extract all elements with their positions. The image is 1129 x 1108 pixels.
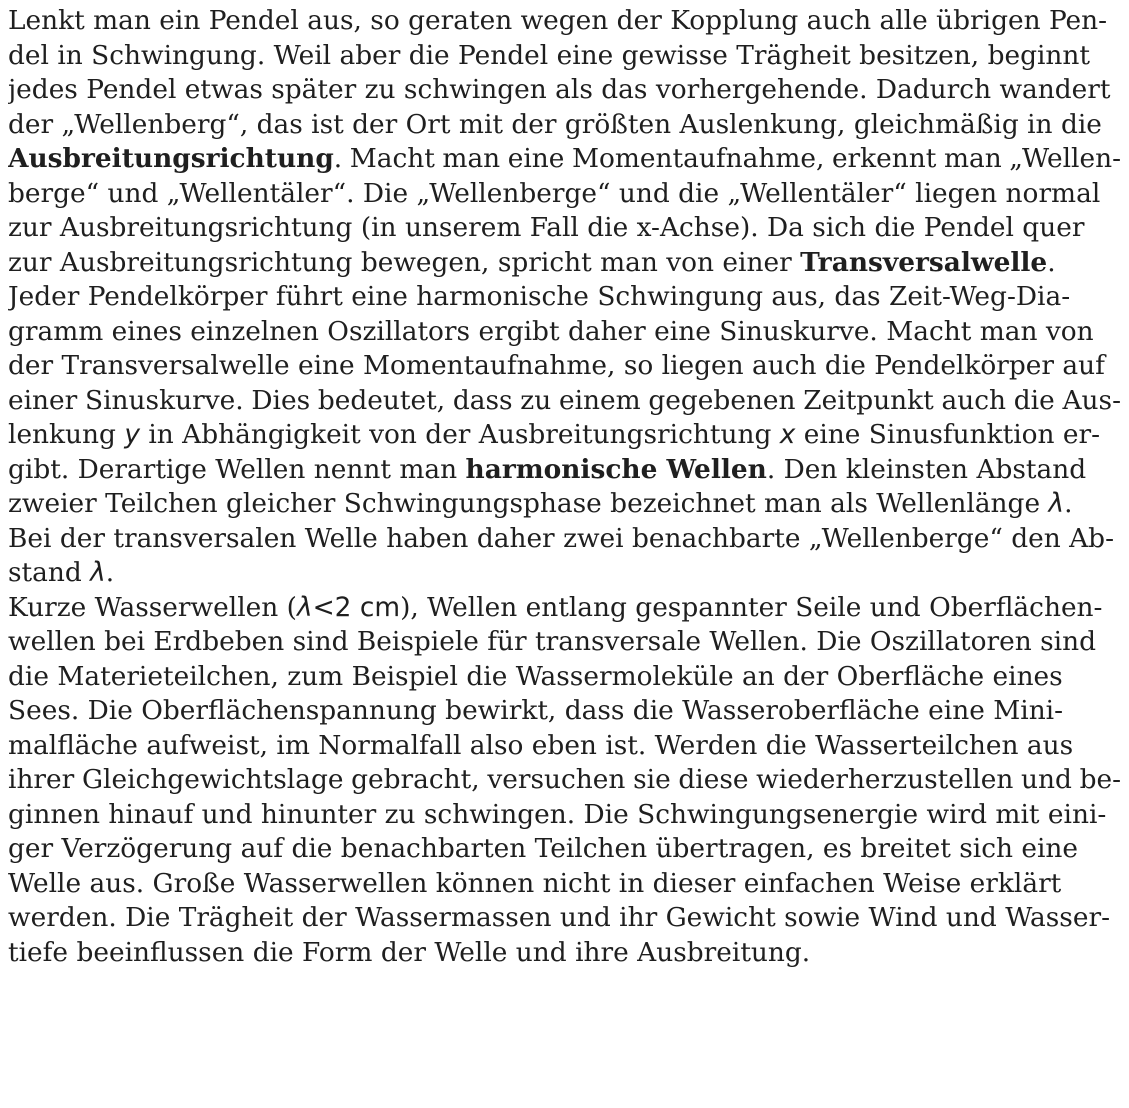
text-segment: zur Ausbreitungsrichtung bewegen, spricht man von einer [8, 246, 801, 278]
text-segment: werden. Die Trägheit der Wassermassen und ihr Gewicht sowie Wind und Wasser- [8, 902, 1111, 933]
text-segment: in Abhängigkeit von der Ausbreitungsrichtung [139, 419, 780, 450]
text-line [8, 867, 1121, 902]
text-segment: lenkung [8, 419, 125, 450]
text-segment: Kurze Wasserwellen ( [8, 591, 297, 623]
text-line [8, 211, 1121, 246]
text-segment: wellen bei Erdbeben sind Beispiele für transversale Wellen. Die Oszillatoren sind [8, 626, 1096, 657]
text-line [8, 39, 1121, 74]
text-segment: <2 cm [312, 591, 401, 623]
text-line [8, 246, 1121, 281]
text-line [8, 832, 1121, 867]
text-segment: Lenkt man ein Pendel aus, so geraten wegen der Kopplung auch alle übrigen Pen- [8, 5, 1108, 36]
text-segment: der Transversalwelle eine Momentaufnahme, so liegen auch die Pendelkörper auf [8, 350, 1105, 381]
text-line [8, 280, 1121, 315]
text-line [8, 108, 1121, 143]
text-segment: einer Sinuskurve. Dies bedeutet, dass zu einem gegebenen Zeitpunkt auch die Aus- [8, 384, 1121, 416]
paragraph [8, 591, 1121, 971]
text-line [8, 729, 1121, 764]
text-line [8, 4, 1121, 39]
bold-term: Ausbreitungsrichtung [8, 143, 334, 174]
text-line [8, 73, 1121, 108]
text-line [8, 177, 1121, 212]
text-segment: . Macht man eine Momentaufnahme, erkennt man „Wellen- [333, 143, 1121, 174]
text-segment: ger Verzögerung auf die benachbarten Teilchen übertragen, es breitet sich eine [8, 833, 1079, 864]
text-segment: eine Sinusfunktion er- [795, 419, 1101, 450]
text-segment: ginnen hinauf und hinunter zu schwingen. Die Schwingungsenergie wird mit eini- [8, 798, 1107, 830]
text-line [8, 591, 1121, 626]
text-segment: berge“ und „Wellentäler“. Die „Wellenberge“ und die „Wellentäler“ liegen normal [8, 177, 1101, 209]
text-segment: gibt. Derartige Wellen nennt man [8, 453, 466, 485]
text-line [8, 142, 1121, 177]
text-segment: jedes Pendel etwas später zu schwingen als das vorhergehende. Dadurch wandert [8, 74, 1111, 105]
text-segment: zweier Teilchen gleicher Schwingungsphase bezeichnet man als Wellenlänge [8, 488, 1049, 519]
text-segment: . [105, 557, 115, 588]
text-line [8, 901, 1121, 936]
math-symbol: λ [296, 591, 313, 623]
text-line [8, 660, 1121, 695]
text-line [8, 315, 1121, 350]
text-segment: gramm eines einzelnen Oszillators ergibt daher eine Sinuskurve. Macht man von [8, 315, 1094, 347]
text-line [8, 798, 1121, 833]
text-line [8, 763, 1121, 798]
text-segment: der „Wellenberg“, das ist der Ort mit der größten Auslenkung, gleichmäßig in die [8, 108, 1102, 140]
text-segment: . [1047, 246, 1056, 278]
text-segment: tiefe beeinflussen die Form der Welle und ihre Ausbreitung. [8, 936, 811, 968]
text-segment: zur Ausbreitungsrichtung (in unserem Fall die x-Achse). Da sich die Pendel quer [8, 212, 1085, 243]
text-line [8, 556, 1121, 591]
text-line [8, 625, 1121, 660]
bold-term: Transversalwelle [800, 246, 1048, 278]
math-symbol: λ [1048, 488, 1065, 519]
text-segment: stand [8, 557, 91, 588]
text-segment: . Den kleinsten Abstand [766, 453, 1087, 485]
text-segment: . [1064, 488, 1073, 519]
text-segment: Sees. Die Oberflächenspannung bewirkt, dass die Wasseroberfläche eine Mini- [8, 695, 1064, 726]
text-line [8, 349, 1121, 384]
math-symbol: y [124, 419, 140, 450]
text-segment: malfläche aufweist, im Normalfall also eben ist. Werden die Wasserteilchen aus [8, 729, 1074, 761]
text-segment: die Materieteilchen, zum Beispiel die Wassermoleküle an der Oberfläche eines [8, 660, 1063, 692]
text-line [8, 487, 1121, 522]
math-symbol: x [779, 419, 796, 450]
text-line [8, 936, 1121, 971]
text-line [8, 418, 1121, 453]
text-segment: Welle aus. Große Wasserwellen können nicht in dieser einfachen Weise erklärt [8, 867, 1062, 899]
text-line [8, 453, 1121, 488]
text-line [8, 384, 1121, 419]
text-line [8, 694, 1121, 729]
text-segment: ), Wellen entlang gespannter Seile und Oberflächen- [400, 591, 1103, 623]
math-symbol: λ [90, 557, 106, 588]
text-line [8, 522, 1121, 557]
bold-term: harmonische Wellen [465, 453, 767, 485]
text-segment: Bei der transversalen Welle haben daher zwei benachbarte „Wellenberge“ den Ab- [8, 522, 1114, 554]
text-segment: del in Schwingung. Weil aber die Pendel eine gewisse Trägheit besitzen, beginnt [8, 39, 1091, 71]
paragraph [8, 4, 1121, 280]
paragraph [8, 280, 1121, 591]
text-segment: ihrer Gleichgewichtslage gebracht, versuchen sie diese wiederherzustellen und be- [8, 764, 1121, 795]
text-segment: Jeder Pendelkörper führt eine harmonische Schwingung aus, das Zeit-Weg-Dia- [8, 281, 1071, 312]
